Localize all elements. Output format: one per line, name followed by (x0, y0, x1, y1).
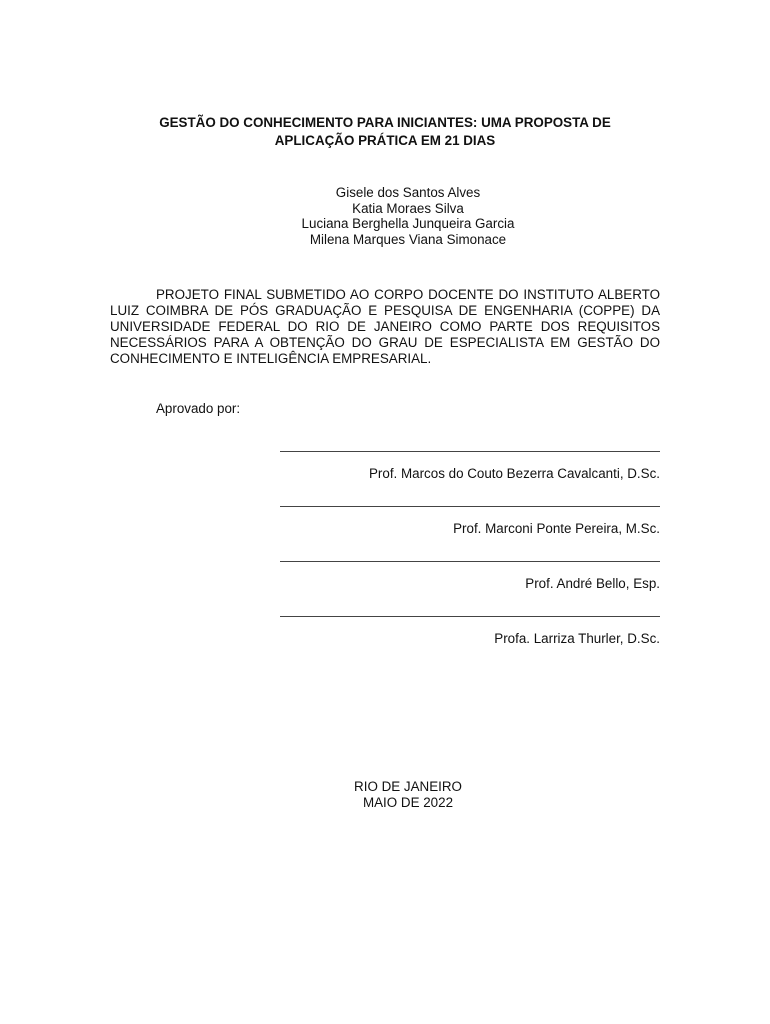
footer-city: RIO DE JANEIRO (354, 779, 462, 794)
author-name: Milena Marques Viana Simonace (309, 231, 507, 247)
signature-block (280, 616, 660, 647)
author-name: Katia Moraes Silva (352, 200, 464, 216)
examiner-name: Prof. Marcos do Couto Bezerra Cavalcanti, D.Sc. (369, 466, 660, 481)
document-footer (110, 779, 706, 810)
author-name: Gisele dos Santos Alves (335, 185, 481, 200)
signature-block (280, 561, 660, 592)
signature-line (280, 506, 660, 507)
signature-block (280, 451, 660, 482)
title-line-2: APLICAÇÃO PRÁTICA EM 21 DIAS (274, 133, 496, 148)
signature-line (280, 561, 660, 562)
submission-statement: PROJETO FINAL SUBMETIDO AO CORPO DOCENTE DO INSTITUTO ALBERTO LUIZ COIMBRA DE PÓS GRADUAÇÃO E PESQUISA DE ENGENHARIA (COPPE) DA UNIVERSIDADE FEDERAL DO RIO DE JANEIRO COMO PARTE DOS REQUISITOS NECESSÁRIOS PARA A OBTENÇÃO DO GRAU DE ESPECIALISTA EM GESTÃO DO CONHECIMENTO E INTELIGÊNCIA EMPRESARIAL. (110, 287, 660, 366)
examiner-name: Prof. André Bello, Esp. (525, 576, 660, 591)
examiner-name: Profa. Larriza Thurler, D.Sc. (494, 631, 660, 646)
signature-block (280, 506, 660, 537)
author-name: Luciana Berghella Junqueira Garcia (301, 216, 515, 231)
title-line-1: GESTÃO DO CONHECIMENTO PARA INICIANTES: UMA PROPOSTA DE (159, 115, 611, 130)
author-list (110, 185, 706, 247)
approved-label: Aprovado por: (156, 401, 241, 416)
examiner-name: Prof. Marconi Ponte Pereira, M.Sc. (453, 521, 660, 536)
footer-date: MAIO DE 2022 (362, 794, 454, 810)
signature-line (280, 616, 660, 617)
document-title (110, 114, 660, 150)
signature-line (280, 451, 660, 452)
